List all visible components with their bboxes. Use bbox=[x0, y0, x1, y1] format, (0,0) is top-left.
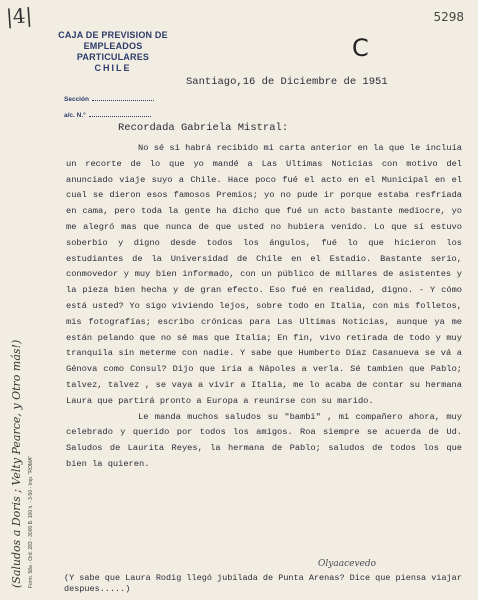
document-number: 5298 bbox=[433, 10, 464, 24]
margin-printed-form-code: Form. 58a - Ord. 283 - 3000 B. 100 h. - 3-50 - Imp. "ROMA" bbox=[28, 455, 34, 588]
seccion-blank bbox=[92, 100, 154, 101]
ac-field bbox=[64, 112, 151, 119]
letter-signature: Olyaacevedo bbox=[318, 559, 377, 569]
seccion-field bbox=[64, 96, 154, 103]
letterhead bbox=[28, 30, 198, 74]
ac-blank bbox=[89, 116, 151, 117]
seccion-label: Sección bbox=[64, 96, 89, 103]
circled-letter-mark: C bbox=[352, 34, 369, 62]
margin-handwritten-note: (Saludos a Doris ; Velty Pearce, y Otro más!) bbox=[10, 339, 23, 588]
letterhead-org-line-1: CAJA DE PREVISION DE EMPLEADOS bbox=[58, 30, 168, 51]
letter-paragraph-2: Le manda muchos saludos su "bambi" , mi compañero ahora, muy celebrado y querido por todos los amigos. Roa siempre se acuerda de Ud. Saludos de Laurita Reyes, la hermana de Pablo; saludos de todos los que bien la quieren. bbox=[66, 411, 462, 469]
letterhead-country: CHILE bbox=[94, 63, 132, 73]
letter-paragraph-1: No sé si habrá recibido mi carta anterior en la que le incluía un recorte de lo que yo mandé a Las Ultimas Noticias con motivo del anunciado viaje suyo a Chile. Hace poco fué el acto en el Municipal en el cual se dieron esos famosos Premios; yo no pude ir porque estaba resfriada en cama, pero toda la gente ha dicho que fué un acto bastante mediocre, yo me alegró mas que nunca de que usted no hubiera venido. Lo que sí estuvo soberbio y digno desde todos los ángulos, fué lo que hicieron los estudiantes de la Universidad de Chile en el Estadio. Bastante serio, conmovedor y muy bien informado, con un público de millares de asistentes y la pieza bien hecha y de gran efecto. Eso fué en realidad, digno. - Y cómo está usted? Yo sigo viviendo lejos, sobre todo en Italia, con mis folletos, mis fotografías; escribo crónicas para Las Ultimas Noticias, aunque ya me están pelando que no sé mas que Italia; En fin, vivo retirada de todo y muy tranquila sin meterme con nadie. Y sabe que Humberto Díaz Casanueva se vá a Génova como Consul? Dijo que iría a Nápoles a verla. Sé tambien que Pablo; talvez, talvez , se vaya a vivir a Italia, me lo acaba de contar su hermana Laura que partirá pronto a Europa a reunirse con su marido. bbox=[66, 143, 462, 406]
letterhead-org-line-2: PARTICULARES bbox=[76, 52, 150, 62]
letter-postscript: (Y sabe que Laura Rodig llegó jubilada de Punta Arenas? Dice que piensa viajar despues.....) bbox=[64, 573, 462, 594]
letter-date: Santiago,16 de Diciembre de 1951 bbox=[186, 76, 388, 88]
handwritten-mark: |4| bbox=[5, 3, 34, 29]
letter-body bbox=[66, 141, 462, 473]
ac-label: a/c. N.° bbox=[64, 112, 86, 119]
letter-salutation: Recordada Gabriela Mistral: bbox=[118, 122, 289, 134]
